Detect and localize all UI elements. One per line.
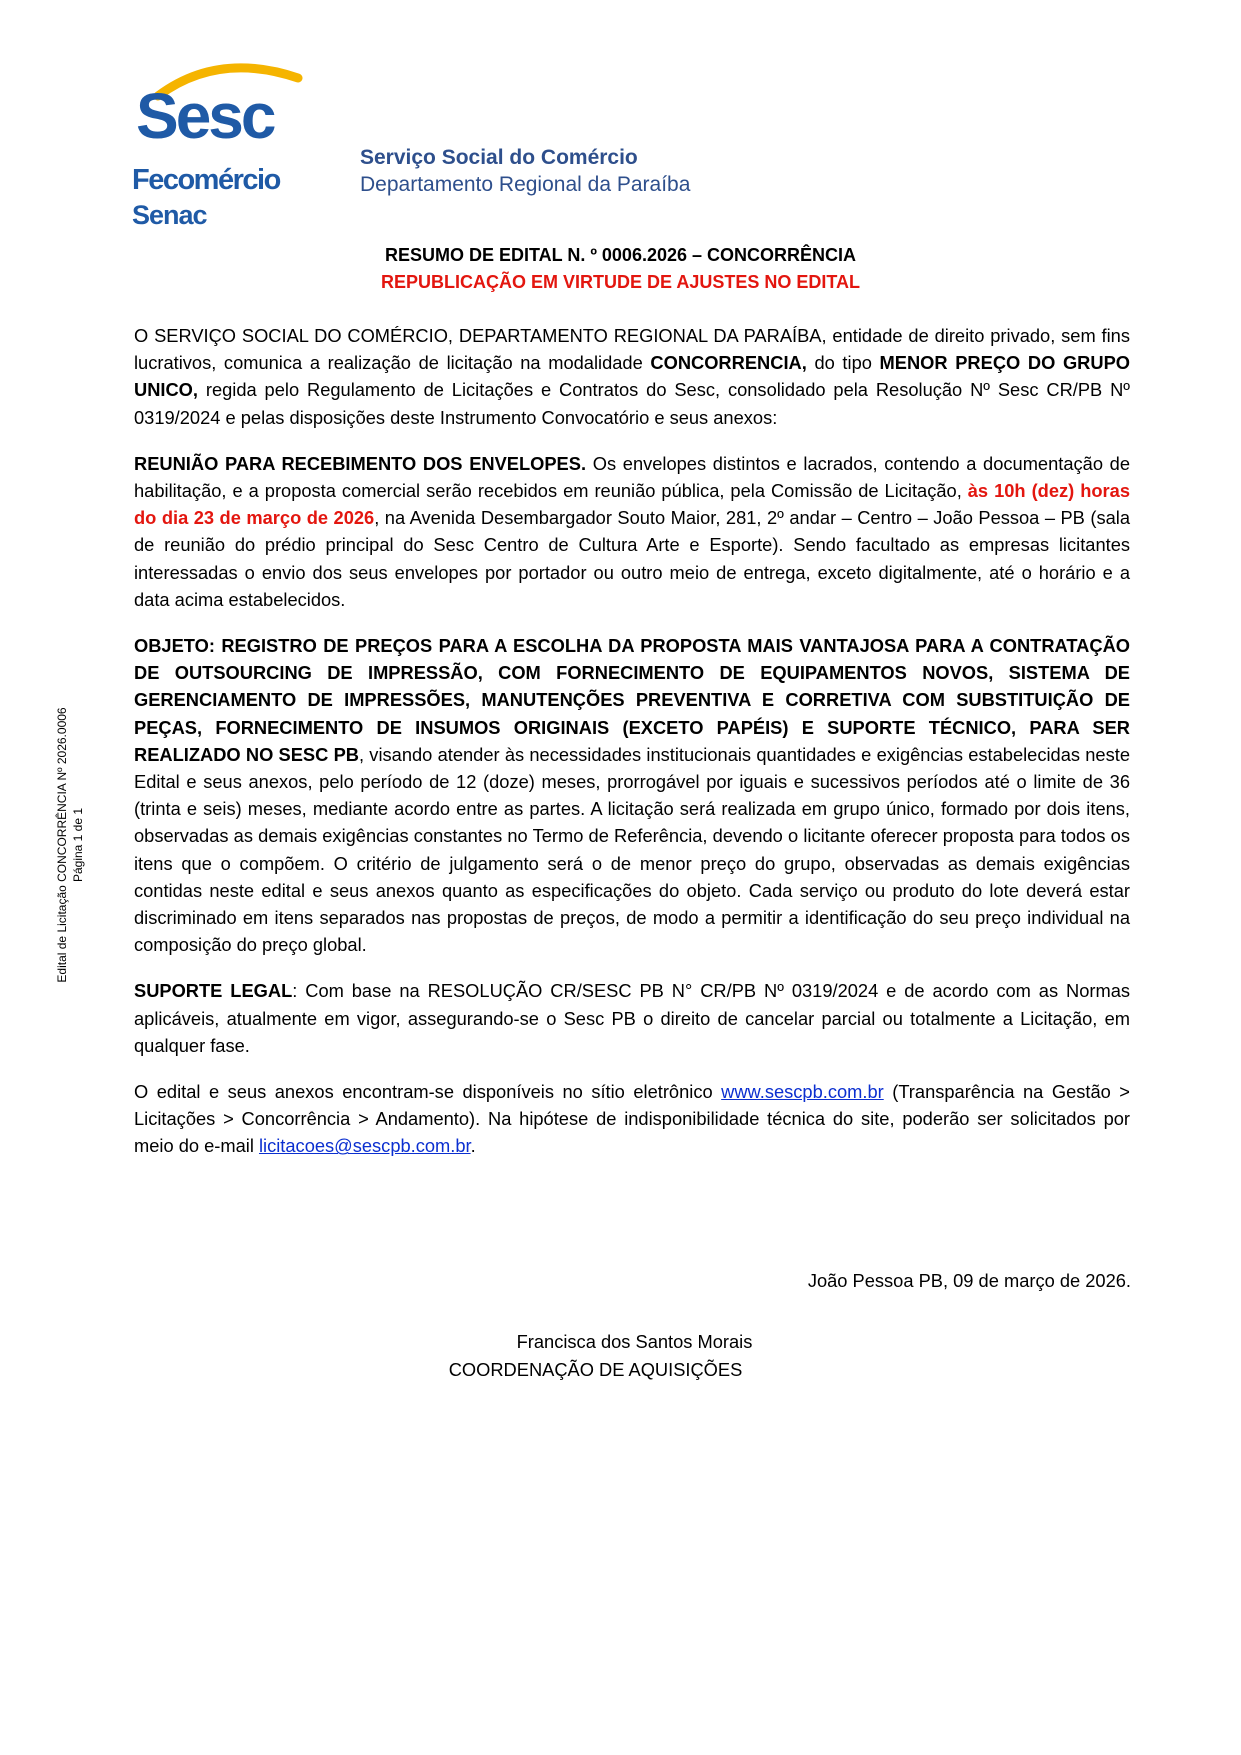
p1-text-1: O SERVIÇO SOCIAL DO COMÉRCIO, DEPARTAMENTO REGIONAL DA PARAÍBA, entidade de direito privado, sem fins lucrativos, comunica a realização de licitação na modalidade <box>134 325 1130 374</box>
side-note-line-1: Edital de Licitação CONCORRÊNCIA Nº 2026.0006 <box>55 707 69 983</box>
p1-bold-1: CONCORRENCIA, <box>650 352 807 374</box>
p2-text-2: , na Avenida Desembargador Souto Maior, 281, 2º andar – Centro – João Pessoa – PB (sala de reunião do prédio principal do Sesc Centro de Cultura Arte e Esporte). Sendo facultado as empresas licitantes interessadas o envio dos seus envelopes por portador ou outro meio de entrega, exceto digitalmente, até o horário e a data acima estabelecidos. <box>134 507 1130 610</box>
signature-block <box>0 1328 1241 1384</box>
paragraph-availability <box>134 1078 1130 1160</box>
logo-fecomercio-text: Fecomércio <box>132 164 280 196</box>
paragraph-legal-support <box>134 977 1130 1059</box>
sesc-logo <box>128 56 308 236</box>
paragraph-meeting <box>134 450 1130 613</box>
signatory-role: COORDENAÇÃO DE AQUISIÇÕES <box>448 1359 743 1380</box>
title-line-1: RESUMO DE EDITAL N. º 0006.2026 – CONCORRÊNCIA <box>384 245 857 265</box>
p5-text-1: O edital e seus anexos encontram-se disponíveis no sítio eletrônico <box>134 1081 722 1103</box>
p1-text-2: do tipo <box>806 352 880 374</box>
p2-highlight-date: às 10h (dez) horas do dia 23 de março de 2026 <box>134 480 1130 529</box>
document-body <box>134 322 1130 1179</box>
p1-text-3: regida pelo Regulamento de Licitações e Contratos do Sesc, consolidado pela Resolução Nº Sesc CR/PB Nº 0319/2024 e pelas disposições deste Instrumento Convocatório e seus anexos: <box>134 379 1130 428</box>
document-title <box>0 242 1241 296</box>
p2-bold-1: REUNIÃO PARA RECEBIMENTO DOS ENVELOPES. <box>134 452 587 474</box>
org-department: Departamento Regional da Paraíba <box>360 173 691 196</box>
logo-senac-text: Senac <box>132 200 207 230</box>
p2-text-1: Os envelopes distintos e lacrados, contendo a documentação de habilitação, e a proposta comercial serão recebidos em reunião pública, pela Comissão de Licitação, <box>134 452 1131 502</box>
p5-text-2: (Transparência na Gestão > Licitações > Concorrência > Andamento). Na hipótese de indisponibilidade técnica do site, poderão ser solicitados por meio do e-mail <box>134 1081 1130 1157</box>
p5-text-3: . <box>470 1135 476 1157</box>
website-link[interactable]: www.sescpb.com.br <box>721 1081 884 1103</box>
p4-bold-1: SUPORTE LEGAL <box>134 980 293 1002</box>
p4-text-1: : Com base na RESOLUÇÃO CR/SESC PB N° CR/PB Nº 0319/2024 e de acordo com as Normas aplicáveis, atualmente em vigor, assegurando-se o Sesc PB o direito de cancelar parcial ou totalmente a Licitação, em qualquer fase. <box>134 980 1131 1056</box>
logo-sesc-text: Sesc <box>136 80 274 152</box>
document-date: João Pessoa PB, 09 de março de 2026. <box>807 1270 1131 1291</box>
signatory-name: Francisca dos Santos Morais <box>516 1331 753 1352</box>
org-name: Serviço Social do Comércio <box>360 146 638 169</box>
title-line-2: REPUBLICAÇÃO EM VIRTUDE DE AJUSTES NO EDITAL <box>380 272 861 292</box>
paragraph-intro <box>134 322 1130 431</box>
email-link[interactable]: licitacoes@sescpb.com.br <box>258 1135 471 1157</box>
organization-header <box>360 144 690 198</box>
p3-bold-1: OBJETO: REGISTRO DE PREÇOS PARA A ESCOLHA DA PROPOSTA MAIS VANTAJOSA PARA A CONTRATAÇÃO DE OUTSOURCING DE IMPRESSÃO, COM FORNECIMENTO DE EQUIPAMENTOS NOVOS, SISTEMA DE GERENCIAMENTO DE IMPRESSÕES, MANUTENÇÕES PREVENTIVA E CORRETIVA COM SUBSTITUIÇÃO DE PEÇAS, FORNECIMENTO DE INSUMOS ORIGINAIS (EXCETO PAPÉIS) E SUPORTE TÉCNICO, PARA SER REALIZADO NO SESC PB <box>134 635 1130 765</box>
p1-bold-2: MENOR PREÇO DO GRUPO UNICO, <box>134 352 1130 401</box>
p3-text-1: , visando atender às necessidades institucionais quantidades e exigências estabelecidas neste Edital e seus anexos, pelo período de 12 (doze) meses, prorrogável por iguais e sucessivos períodos até o limite de 36 (trinta e seis) meses, mediante acordo entre as partes. A licitação será realizada em grupo único, formado por dois itens, observadas as demais exigências constantes no Termo de Referência, devendo o licitante oferecer proposta para todos os itens que o compõem. O critério de julgamento será o de menor preço do grupo, observadas as demais exigências contidas neste edital e seus anexos quanto as especificações do objeto. Cada serviço ou produto do lote deverá estar discriminado em itens separados nas propostas de preços, de modo a permitir a identificação do seu preço individual na composição do preço global. <box>134 743 1130 956</box>
paragraph-object <box>134 632 1130 958</box>
side-margin-note <box>54 675 86 1015</box>
side-note-line-2: Página 1 de 1 <box>71 807 85 883</box>
